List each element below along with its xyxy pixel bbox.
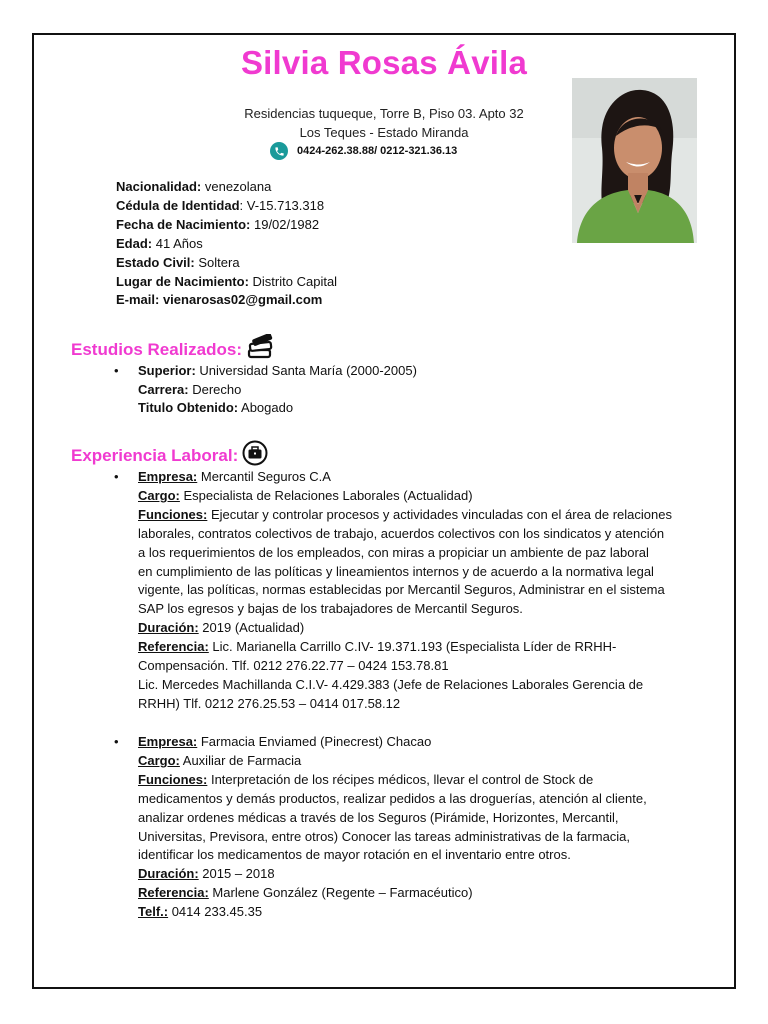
bullet: • [114, 469, 119, 484]
funciones-line: Funciones: Interpretación de los récipes médicos, llevar el control de Stock de [138, 771, 594, 787]
address-line-2: Los Teques - Estado Miranda [299, 125, 469, 140]
duracion-row: Duración: 2019 (Actualidad) [138, 620, 305, 636]
superior-row: Superior: Universidad Santa María (2000-2005) [138, 363, 417, 378]
phone-row [270, 142, 457, 160]
funciones-line: en cumplimiento de las políticas y lineamientos internos y de acuerdo a la normativa legal [138, 563, 654, 579]
lugar-nacimiento-row: Lugar de Nacimiento: Distrito Capital [116, 273, 338, 289]
titulo-row: Titulo Obtenido: Abogado [138, 400, 294, 415]
job-entry-2 [116, 733, 700, 922]
edad-row: Edad: 41 Años [116, 235, 203, 251]
bullet: • [114, 734, 119, 749]
funciones-line: identificar los medicamentos de mayor rotación en el inventario entre otros. [138, 847, 571, 863]
books-icon [246, 334, 274, 365]
referencia-line: Compensación. Tlf. 0212 276.22.77 – 0424 153.78.81 [138, 658, 449, 674]
nacionalidad-row: Nacionalidad: venezolana [116, 179, 272, 194]
bullet: • [114, 363, 119, 378]
experience-heading: Experiencia Laboral: [71, 440, 268, 471]
phone-numbers: 0424-262.38.88/ 0212-321.36.13 [297, 145, 458, 157]
referencia-line: RRHH) Tlf. 0212 276.25.53 – 0414 017.58.12 [138, 695, 401, 711]
funciones-line: SAP los egresos y bajas de los trabajadores de Mercantil Seguros. [138, 601, 523, 617]
telf-row: Telf.: 0414 233.45.35 [138, 904, 263, 920]
email-row: E-mail: vienarosas02@gmail.com [116, 292, 323, 308]
estado-civil-row: Estado Civil: Soltera [116, 254, 240, 270]
fecha-nacimiento-row: Fecha de Nacimiento: 19/02/1982 [116, 216, 320, 232]
empresa-row: Empresa: Farmacia Enviamed (Pinecrest) Chacao [138, 734, 432, 749]
carrera-row: Carrera: Derecho [138, 381, 242, 397]
profile-photo [572, 78, 697, 243]
education-heading: Estudios Realizados: [71, 334, 274, 365]
referencia-line: Referencia: Lic. Marianella Carrillo C.IV- 19.371.193 (Especialista Líder de RRHH- [138, 639, 617, 655]
funciones-line: laborales, contratos colectivos de trabajo, acuerdos colectivos con los sindicatos y atención [138, 525, 665, 541]
funciones-line: Funciones: Ejecutar y controlar procesos y actividades vinculadas con el área de relaciones [138, 506, 672, 522]
personal-info [116, 178, 337, 310]
cargo-row: Cargo: Especialista de Relaciones Laborales (Actualidad) [138, 487, 473, 503]
duracion-row: Duración: 2015 – 2018 [138, 866, 275, 882]
empresa-row: Empresa: Mercantil Seguros C.A [138, 469, 331, 484]
funciones-line: a los requerimientos de los empleados, con miras a propiciar un ambiente de paz laboral [138, 544, 649, 560]
job-entry-1 [116, 468, 700, 714]
candidate-name: Silvia Rosas Ávila [240, 44, 528, 81]
phone-icon [270, 142, 288, 160]
cargo-row: Cargo: Auxiliar de Farmacia [138, 752, 302, 768]
referencia-line: Lic. Mercedes Machillanda C.I.V- 4.429.383 (Jefe de Relaciones Laborales Gerencia de [138, 676, 644, 692]
funciones-line: vigente, las políticas, normas establecidas por Mercantil Seguros, Administrar en el sistema [138, 582, 665, 598]
education-entry [116, 362, 417, 418]
cedula-row: Cédula de Identidad: V-15.713.318 [116, 197, 325, 213]
briefcase-icon [242, 440, 268, 471]
referencia-row: Referencia: Marlene González (Regente – Farmacéutico) [138, 885, 473, 901]
funciones-line: analizar ordenes médicas a través de los Seguros (Pirámide, Horizontes, Mercantil, [138, 809, 619, 825]
funciones-line: medicamentos y demás productos, realizar pedidos a las droguerías, atención al cliente, [138, 790, 647, 806]
funciones-line: Universitas, Previsora, entre otros) Conocer las tareas administrativas de la farmacia, [138, 828, 631, 844]
address-line-1: Residencias tuqueque, Torre B, Piso 03. Apto 32 [244, 106, 524, 121]
